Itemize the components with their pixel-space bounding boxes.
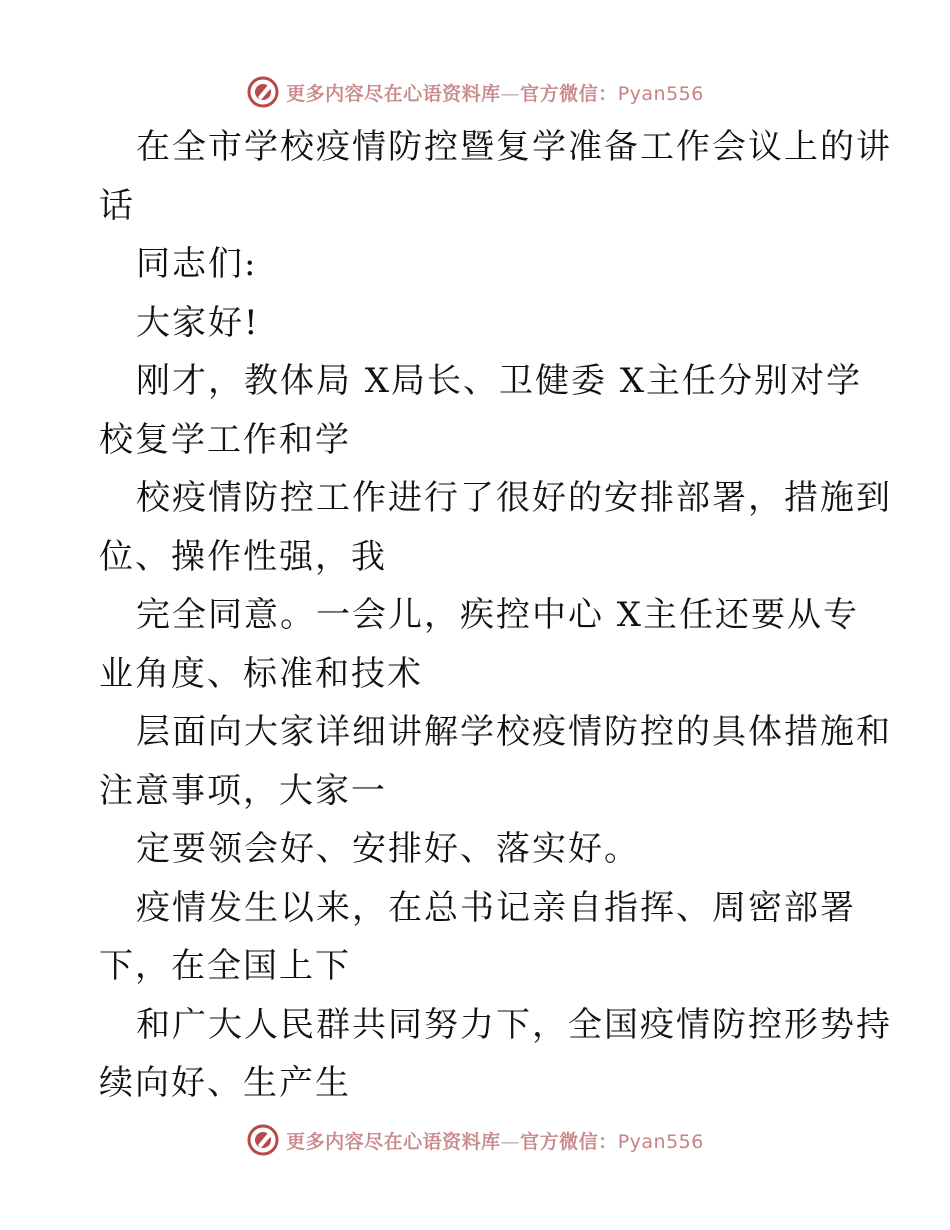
header-wechat-id: Pyan556 xyxy=(617,82,704,105)
doc-line: 注意事项，大家一 xyxy=(99,770,387,811)
footer-site-text: 更多内容尽在心语资料库 xyxy=(286,1130,501,1153)
doc-line: 下，在全国上下 xyxy=(99,946,351,986)
doc-line: 疫情发生以来，在总书记亲自指挥、周密部署 xyxy=(136,887,856,928)
doc-line: 业角度、标准和技术 xyxy=(99,653,423,694)
footer-wechat-label: 官方微信： xyxy=(520,1130,618,1153)
header-dash: — xyxy=(500,82,521,105)
footer-dash: — xyxy=(500,1130,521,1153)
doc-line: 和广大人民群共同努力下，全国疫情防控形势持 xyxy=(136,1004,892,1045)
doc-line: 位、操作性强，我 xyxy=(99,536,387,577)
doc-line: 话 xyxy=(99,185,135,226)
doc-line: 校疫情防控工作进行了很好的安排部署，措施到 xyxy=(136,478,892,518)
doc-line: 大家好! xyxy=(136,302,260,343)
header-wechat-label: 官方微信： xyxy=(520,82,618,105)
footer-banner-text xyxy=(286,1127,704,1154)
header-site-text: 更多内容尽在心语资料库 xyxy=(286,82,501,105)
brand-logo-icon xyxy=(246,75,280,109)
doc-line: 校复学工作和学 xyxy=(99,419,351,460)
doc-line: 同志们: xyxy=(136,244,258,284)
document-body xyxy=(99,118,892,1113)
footer-banner xyxy=(0,1120,950,1160)
header-banner xyxy=(0,72,950,112)
doc-line: 层面向大家详细讲解学校疫情防控的具体措施和 xyxy=(136,712,892,752)
doc-line: 定要领会好、安排好、落实好。 xyxy=(136,829,640,869)
doc-line: 刚才，教体局 X局长、卫健委 X主任分别对学 xyxy=(136,361,863,401)
doc-line: 完全同意。一会儿，疾控中心 X主任还要从专 xyxy=(136,595,860,635)
doc-line: 续向好、生产生 xyxy=(99,1063,351,1103)
doc-line: 在全市学校疫情防控暨复学准备工作会议上的讲 xyxy=(136,127,892,167)
brand-logo-icon xyxy=(246,1123,280,1157)
footer-wechat-id: Pyan556 xyxy=(617,1130,704,1153)
header-banner-text xyxy=(286,79,704,106)
